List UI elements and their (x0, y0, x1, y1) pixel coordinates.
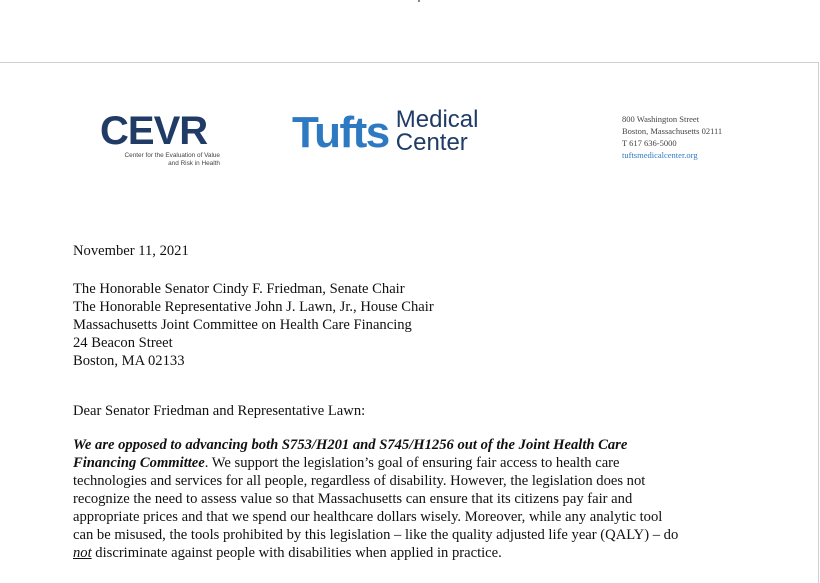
body-line: technologies and services for all people, regardless of disability. However, the legislation does not (73, 473, 646, 489)
letter-date: November 11, 2021 (73, 243, 189, 259)
address-street: 800 Washington Street (622, 114, 700, 124)
tufts-logo-word: Tufts (292, 108, 389, 157)
cevr-logo-subtitle-line2: and Risk in Health (168, 160, 220, 167)
address-phone: T 617 636-5000 (622, 138, 677, 148)
body-line: not discriminate against people with disabilities when applied in practice. (73, 545, 502, 561)
opposition-statement: We are opposed to advancing both S753/H201 and S745/H1256 out of the Joint Health Care (73, 437, 628, 453)
body-line (73, 436, 678, 454)
letterhead-address (622, 113, 722, 161)
cevr-logo (100, 109, 220, 168)
emphasis-not: not (73, 545, 92, 561)
recipient-line: Boston, MA 02133 (73, 353, 185, 369)
recipient-line: The Honorable Representative John J. Lawn, Jr., House Chair (73, 299, 434, 315)
opposition-statement: Financing Committee (73, 455, 205, 471)
tufts-logo-line1: Medical (395, 106, 479, 133)
tufts-logo-line2: Center (395, 129, 468, 156)
recipient-line: 24 Beacon Street (73, 335, 173, 351)
recipient-block (73, 280, 434, 370)
body-line: can be misused, the tools prohibited by this legislation – like the quality adjusted life year (QALY) – do (73, 527, 679, 543)
viewer-background (0, 0, 820, 62)
tufts-logo-stack (396, 108, 479, 154)
address-website: tuftsmedicalcenter.org (622, 150, 698, 160)
cevr-logo-mark: CEVR (100, 109, 208, 153)
body-line: appropriate prices and that we spend our healthcare dollars wisely. Moreover, while any analytic tool (73, 509, 663, 525)
body-line: Financing Committee. We support the legislation’s goal of ensuring fair access to health care (73, 455, 620, 471)
salutation: Dear Senator Friedman and Representative Lawn: (73, 403, 366, 419)
letter-body (73, 436, 678, 562)
address-city: Boston, Massachusetts 02111 (622, 126, 723, 136)
cevr-logo-subtitle-line1: Center for the Evaluation of Value (124, 152, 220, 159)
body-line: recognize the need to assess value so that Massachusetts can ensure that its citizens pay fair and (73, 491, 633, 507)
page-marker (418, 0, 420, 2)
cevr-logo-subtitle (100, 152, 220, 168)
tufts-logo (292, 108, 478, 155)
recipient-line: Massachusetts Joint Committee on Health Care Financing (73, 317, 412, 333)
recipient-line: The Honorable Senator Cindy F. Friedman, Senate Chair (73, 281, 405, 297)
